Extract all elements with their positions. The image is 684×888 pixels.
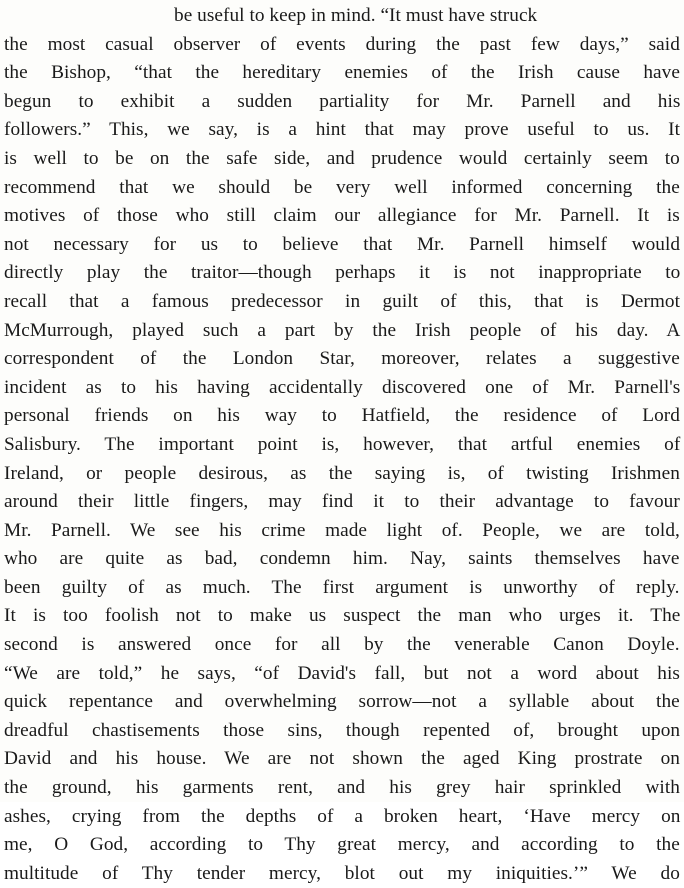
text-line-9: not necessary for us to believe that Mr. Parnell himself would bbox=[4, 233, 681, 255]
text-line-22: It is too foolish not to make us suspect the man who urges it. The bbox=[4, 605, 681, 627]
text-line-26: dreadful chastisements those sins, though repented of, brought upon bbox=[4, 719, 681, 741]
first-line-wrap bbox=[4, 2, 680, 31]
text-line-15: personal friends on his way to Hatfield, the residence of Lord bbox=[4, 405, 680, 427]
text-line-25: quick repentance and overwhelming sorrow—not a syllable about the bbox=[4, 691, 680, 713]
text-line-12: McMurrough, played such a part by the Irish people of his day. A bbox=[4, 319, 681, 341]
text-line-30: me, O God, according to Thy great mercy, and according to the bbox=[4, 834, 680, 856]
text-line-23: second is answered once for all by the venerable Canon Doyle. bbox=[4, 634, 680, 656]
text-line-3: the Bishop, “that the hereditary enemies of the Irish cause have bbox=[4, 62, 680, 84]
text-line-16: Salisbury. The important point is, however, that artful enemies of bbox=[4, 433, 681, 455]
text-line-19: Mr. Parnell. We see his crime made light of. People, we are told, bbox=[4, 519, 680, 541]
text-line-29: ashes, crying from the depths of a broken heart, ‘Have mercy on bbox=[4, 805, 681, 827]
text-line-8: motives of those who still claim our allegiance for Mr. Parnell. It is bbox=[4, 205, 680, 227]
text-line-13: correspondent of the London Star, moreover, relates a suggestive bbox=[4, 348, 680, 370]
text-line-6: is well to be on the safe side, and prudence would certainly seem to bbox=[4, 147, 680, 169]
article-column bbox=[4, 2, 680, 888]
text-line-11: recall that a famous predecessor in guilt of this, that is Dermot bbox=[4, 290, 681, 312]
text-line-1: be useful to keep in mind. “It must have struck bbox=[174, 5, 538, 26]
text-line-5: followers.” This, we say, is a hint that may prove useful to us. It bbox=[4, 119, 681, 141]
text-line-4: begun to exhibit a sudden partiality for Mr. Parnell and his bbox=[4, 90, 681, 112]
text-line-10: directly play the traitor—though perhaps it is not inappropriate to bbox=[4, 262, 681, 284]
text-line-27: David and his house. We are not shown the aged King prostrate on bbox=[4, 748, 680, 770]
text-line-14: incident as to his having accidentally discovered one of Mr. Parnell's bbox=[4, 376, 681, 398]
text-line-17: Ireland, or people desirous, as the saying is, of twisting Irishmen bbox=[4, 462, 680, 484]
text-line-7: recommend that we should be very well informed concerning the bbox=[4, 176, 680, 198]
text-line-24: “We are told,” he says, “of David's fall, but not a word about his bbox=[4, 662, 680, 684]
text-line-18: around their little fingers, may find it to their advantage to favour bbox=[4, 491, 680, 513]
text-line-28: the ground, his garments rent, and his grey hair sprinkled with bbox=[4, 777, 680, 799]
text-line-20: who are quite as bad, condemn him. Nay, saints themselves have bbox=[4, 548, 680, 570]
paragraph-continuation-indent bbox=[4, 2, 174, 31]
text-line-31: multitude of Thy tender mercy, blot out my iniquities.’” We do bbox=[4, 862, 680, 884]
text-line-2: the most casual observer of events during the past few days,” said bbox=[4, 33, 680, 55]
text-line-21: been guilty of as much. The first argument is unworthy of reply. bbox=[4, 576, 680, 598]
